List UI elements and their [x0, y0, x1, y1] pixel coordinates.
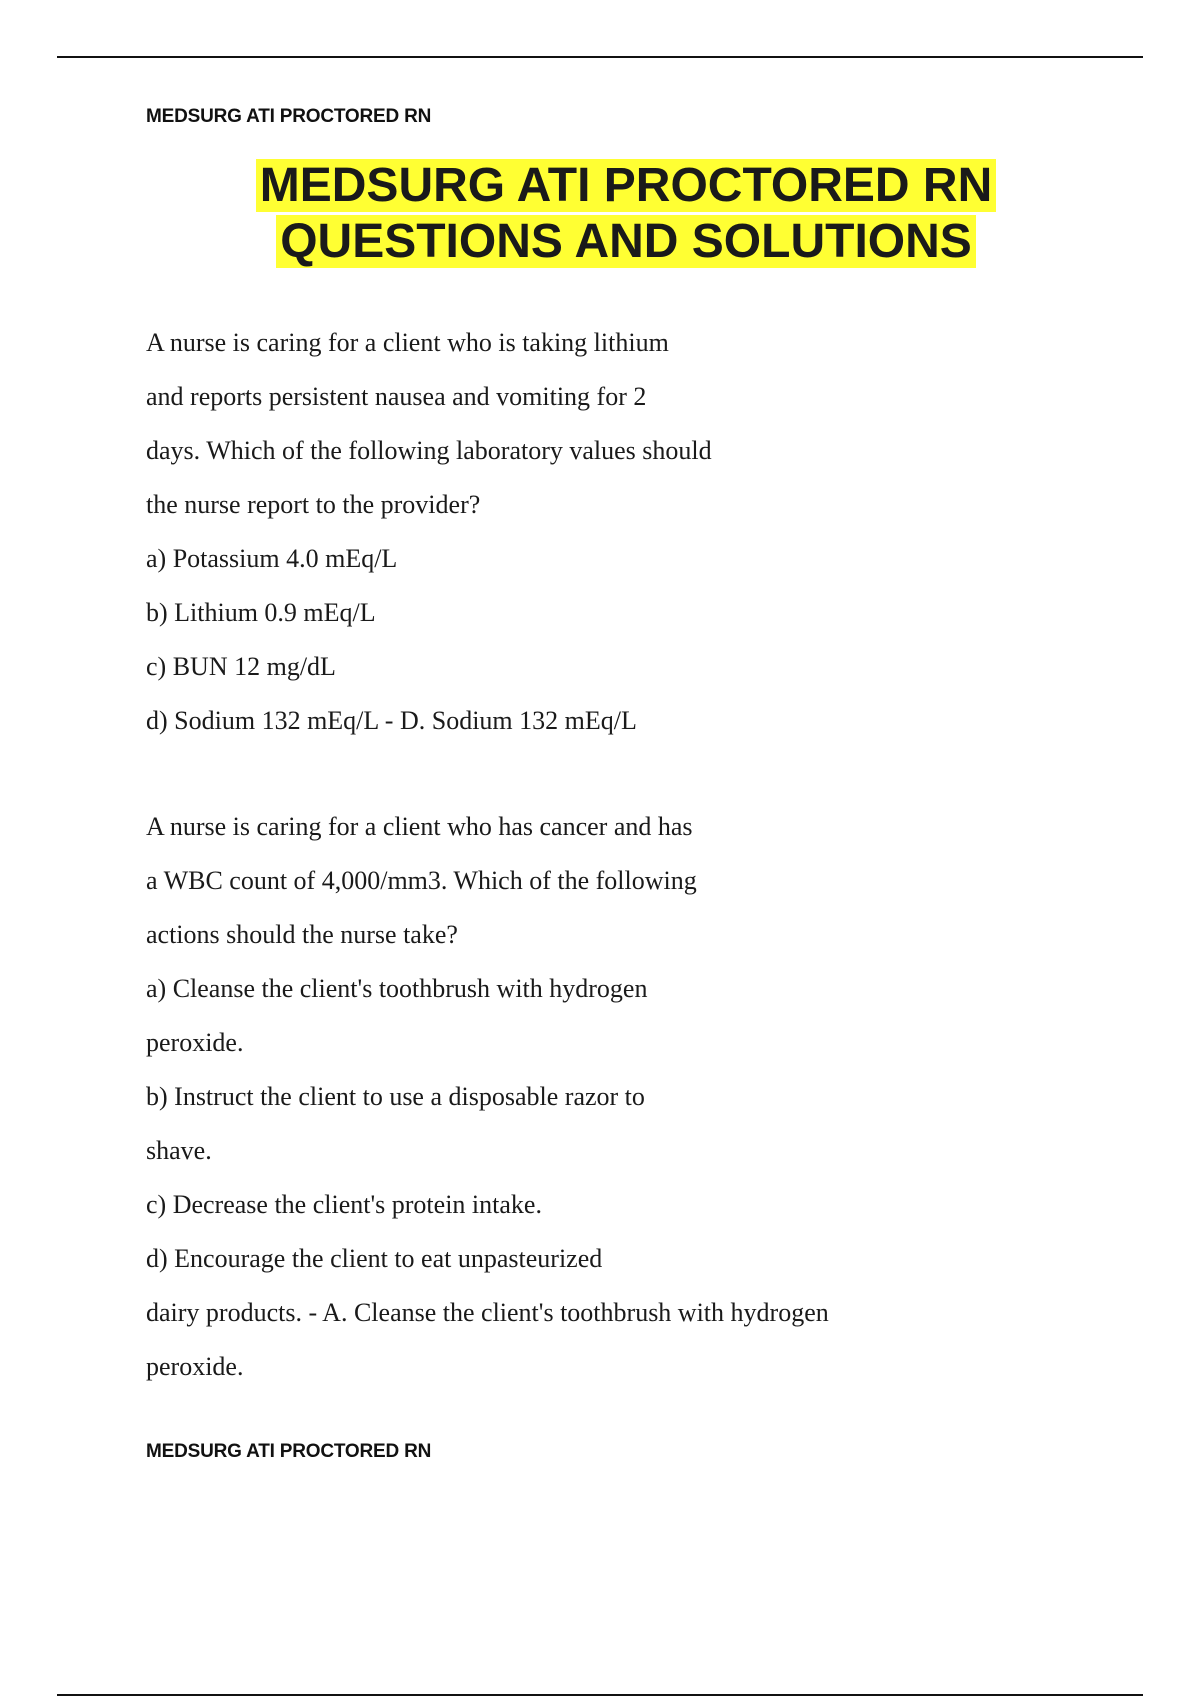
title-line-2: QUESTIONS AND SOLUTIONS — [276, 215, 976, 268]
question-1-line: and reports persistent nausea and vomiting for 2 — [146, 382, 647, 411]
question-1 — [146, 316, 1146, 748]
question-1-option-b: b) Lithium 0.9 mEq/L — [146, 598, 376, 627]
question-2-line: A nurse is caring for a client who has cancer and has — [146, 812, 693, 841]
question-2-option-d: d) Encourage the client to eat unpasteurized — [146, 1244, 603, 1273]
question-2-option-b-cont: shave. — [146, 1136, 212, 1165]
question-1-line: A nurse is caring for a client who is taking lithium — [146, 328, 669, 357]
footer-running-header: MEDSURG ATI PROCTORED RN — [146, 1441, 432, 1462]
question-1-line: days. Which of the following laboratory values should — [146, 436, 712, 465]
question-2-option-d-answer: dairy products. - A. Cleanse the client's toothbrush with hydrogen — [146, 1298, 829, 1327]
question-2-option-c: c) Decrease the client's protein intake. — [146, 1190, 542, 1219]
question-2-answer-cont: peroxide. — [146, 1352, 244, 1381]
question-2-line: a WBC count of 4,000/mm3. Which of the following — [146, 866, 697, 895]
document-title — [0, 158, 1200, 270]
question-1-line: the nurse report to the provider? — [146, 490, 481, 519]
top-rule — [57, 56, 1143, 58]
question-2-option-a-cont: peroxide. — [146, 1028, 244, 1057]
question-2-option-b: b) Instruct the client to use a disposable razor to — [146, 1082, 645, 1111]
question-1-option-c: c) BUN 12 mg/dL — [146, 652, 336, 681]
bottom-rule — [57, 1694, 1143, 1696]
question-2-option-a: a) Cleanse the client's toothbrush with hydrogen — [146, 974, 648, 1003]
title-line-1: MEDSURG ATI PROCTORED RN — [256, 159, 996, 212]
question-1-option-a: a) Potassium 4.0 mEq/L — [146, 544, 398, 573]
question-2-line: actions should the nurse take? — [146, 920, 458, 949]
question-1-option-d-answer: d) Sodium 132 mEq/L - D. Sodium 132 mEq/L — [146, 706, 637, 735]
question-2 — [146, 800, 1146, 1394]
running-header: MEDSURG ATI PROCTORED RN — [146, 106, 432, 127]
